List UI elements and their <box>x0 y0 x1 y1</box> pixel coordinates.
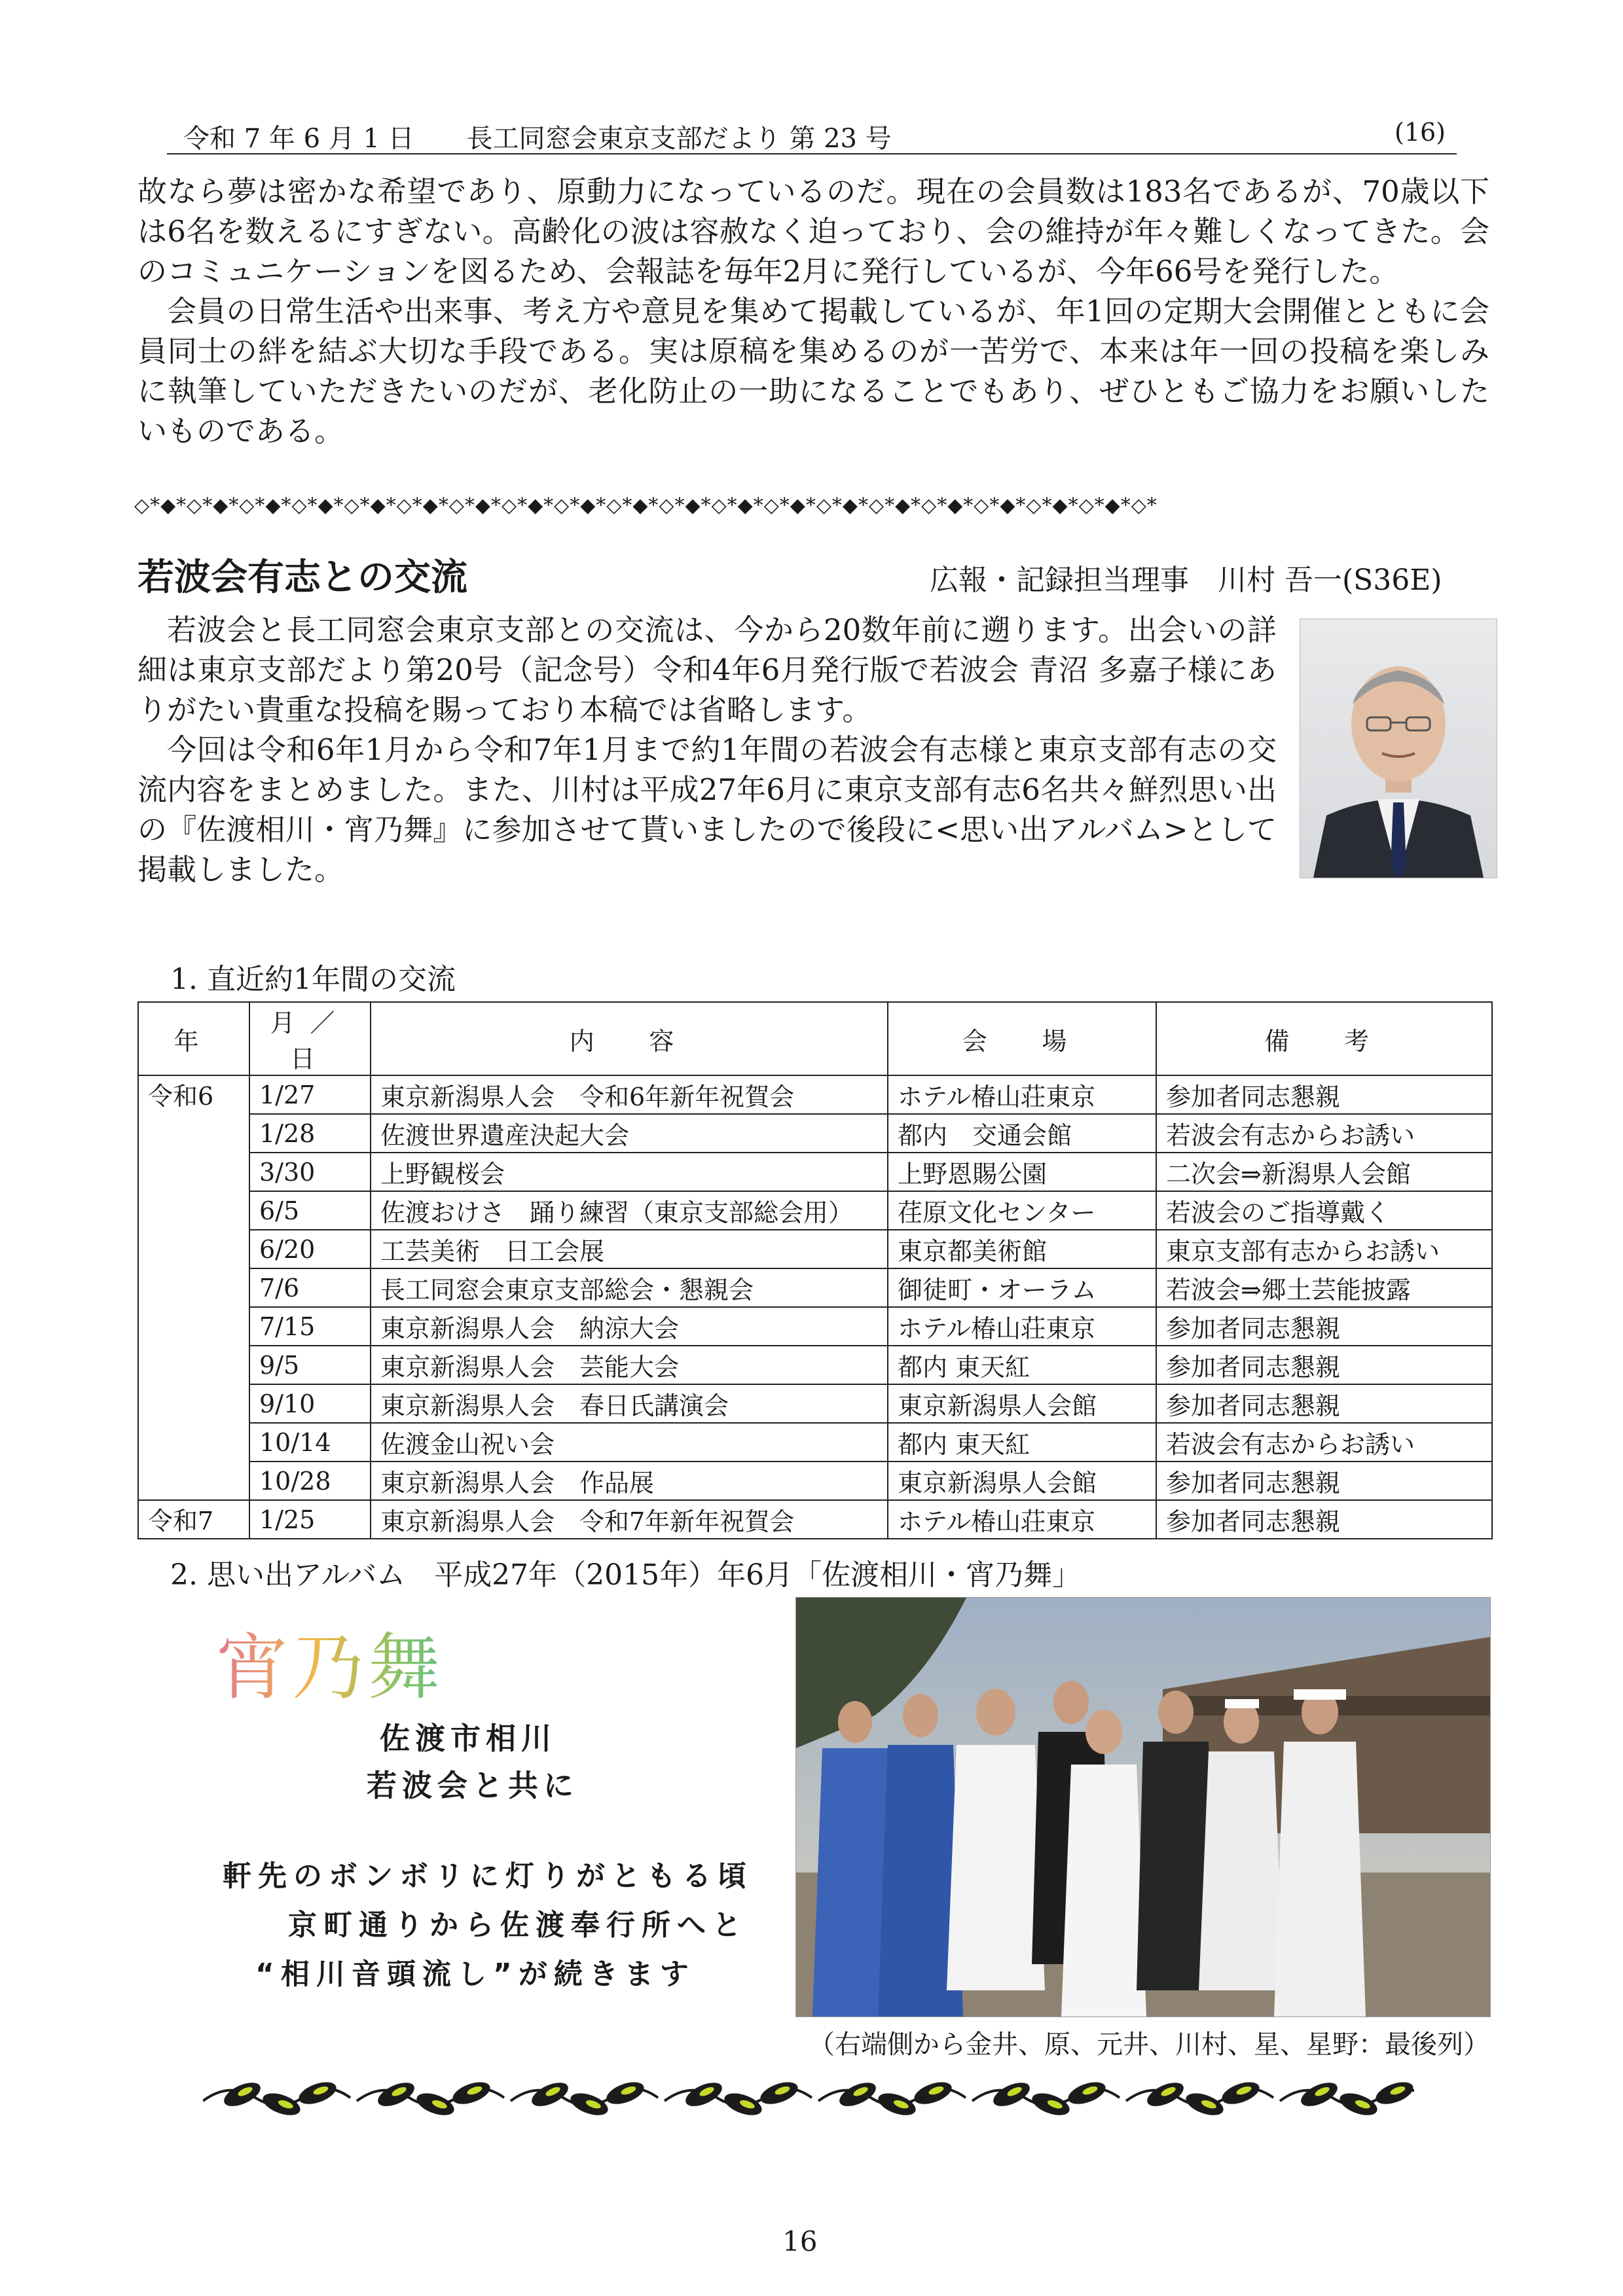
table-row <box>138 1268 1492 1307</box>
vine-ornament <box>203 2068 1414 2127</box>
album-card-line: 軒先のボンボリに灯りがともる頃 <box>223 1859 753 1893</box>
column-header-venue: 会 場 <box>888 1002 1156 1075</box>
date-cell: 10/28 <box>249 1462 371 1500</box>
venue-cell: 都内 東天紅 <box>888 1423 1156 1462</box>
table-row <box>138 1075 1492 1114</box>
vine-ornament-unit <box>1126 2078 1273 2120</box>
date-cell: 6/20 <box>249 1230 371 1268</box>
table-row <box>138 1462 1492 1500</box>
venue-cell: ホテル椿山荘東京 <box>888 1307 1156 1346</box>
album-card-subtitle: 若波会と共に <box>367 1768 579 1803</box>
venue-cell: 荏原文化センター <box>888 1191 1156 1230</box>
column-header-note: 備 考 <box>1156 1002 1492 1075</box>
date-cell: 1/27 <box>249 1075 371 1114</box>
portrait-illustration <box>1300 619 1497 878</box>
album-card-line: “相川音頭流し”が続きます <box>255 1958 695 1991</box>
table-row <box>138 1423 1492 1462</box>
note-cell: 参加者同志懇親 <box>1156 1384 1492 1423</box>
album-card-line: 京町通りから佐渡奉行所へと <box>288 1909 748 1942</box>
vine-ornament-unit <box>1280 2078 1414 2120</box>
article-paragraph: 今回は令和6年1月から令和7年1月まで約1年間の若波会有志様と東京支部有志の交流内容をまとめました。また、川村は平成27年6月に東京支部有志6名共々鮮烈思い出の『佐渡相川・宵乃舞』に参加させて貰いましたので後段に<思い出アルバム>として掲載しました。 <box>137 732 1277 887</box>
vine-ornament-unit <box>972 2078 1120 2120</box>
venue-cell: 東京都美術館 <box>888 1230 1156 1268</box>
content-cell: 工芸美術 日工会展 <box>371 1230 888 1268</box>
table-heading: 1. 直近約1年間の交流 <box>170 963 456 996</box>
intro-paragraph: 故なら夢は密かな希望であり、原動力になっているのだ。現在の会員数は183名であるが、70歳以下は6名を数えるにすぎない。高齢化の波は容赦なく迫っており、会の維持が年々難しくなってきた。会のコミュニケーションを図るため、会報誌を毎年2月に発行しているが、今年66号を発行した。 <box>137 174 1489 289</box>
exchange-table <box>137 1001 1493 1539</box>
article-paragraph: 若波会と長工同窓会東京支部との交流は、今から20数年前に遡ります。出会いの詳細は東京支部だより第20号（記念号）令和4年6月発行版で若波会 青沼 多嘉子様にありがたい貴重な投稿を賜っており本稿では省略します。 <box>137 613 1277 727</box>
date-cell: 7/15 <box>249 1307 371 1346</box>
table-row <box>138 1191 1492 1230</box>
album-card-subtitle: 佐渡市相川 <box>380 1721 556 1756</box>
content-cell: 佐渡おけさ 踊り練習（東京支部総会用） <box>371 1191 888 1230</box>
date-cell: 10/14 <box>249 1423 371 1462</box>
header-page-label: (16) <box>1395 118 1446 147</box>
date-cell: 1/28 <box>249 1114 371 1153</box>
intro-paragraph: 会員の日常生活や出来事、考え方や意見を集めて掲載しているが、年1回の定期大会開催とともに会員同士の絆を結ぶ大切な手段である。実は原稿を集めるのが一苦労で、本来は年一回の投稿を楽しみに執筆していただきたいのだが、老化防止の一助になることでもあり、ぜひともご協力をお願いしたいものである。 <box>137 294 1489 448</box>
section-title: 若波会有志との交流 <box>137 556 467 599</box>
note-cell: 東京支部有志からお誘い <box>1156 1230 1492 1268</box>
note-cell: 参加者同志懇親 <box>1156 1346 1492 1384</box>
table-row <box>138 1114 1492 1153</box>
year-cell: 令和7 <box>138 1500 249 1539</box>
content-cell: 佐渡金山祝い会 <box>371 1423 888 1462</box>
table-row <box>138 1230 1492 1268</box>
table-body <box>138 1075 1492 1539</box>
album-card <box>216 1610 753 2016</box>
year-cell <box>138 1307 249 1346</box>
note-cell: 二次会⇒新潟県人会館 <box>1156 1153 1492 1191</box>
note-cell: 若波会⇒郷土芸能披露 <box>1156 1268 1492 1307</box>
venue-cell: 上野恩賜公園 <box>888 1153 1156 1191</box>
content-cell: 東京新潟県人会 春日氏講演会 <box>371 1384 888 1423</box>
date-cell: 6/5 <box>249 1191 371 1230</box>
note-cell: 若波会有志からお誘い <box>1156 1114 1492 1153</box>
venue-cell: ホテル椿山荘東京 <box>888 1075 1156 1114</box>
year-cell <box>138 1114 249 1153</box>
content-cell: 東京新潟県人会 芸能大会 <box>371 1346 888 1384</box>
column-header-date: 月／日 <box>249 1002 371 1075</box>
year-cell <box>138 1384 249 1423</box>
venue-cell: 都内 交通会館 <box>888 1114 1156 1153</box>
date-cell: 9/5 <box>249 1346 371 1384</box>
year-cell <box>138 1462 249 1500</box>
ornamental-divider: ◇*◆*◇*◆*◇*◆*◇*◆*◇*◆*◇*◆*◇*◆*◇*◆*◇*◆*◇*◆*◇*◆*◇*◆*◇*◆*◇*◆*◇*◆*◇*◆*◇*◆*◇*◆*◇*◆*◇* <box>134 494 1158 517</box>
header-line <box>183 118 892 155</box>
note-cell: 若波会有志からお誘い <box>1156 1423 1492 1462</box>
content-cell: 東京新潟県人会 令和6年新年祝賀会 <box>371 1075 888 1114</box>
vine-ornament-unit <box>511 2078 658 2120</box>
table-row <box>138 1500 1492 1539</box>
article-text <box>137 610 1277 889</box>
content-cell: 東京新潟県人会 令和7年新年祝賀会 <box>371 1500 888 1539</box>
year-cell: 令和6 <box>138 1075 249 1114</box>
vine-ornament-unit <box>665 2078 812 2120</box>
table-row <box>138 1307 1492 1346</box>
year-cell <box>138 1346 249 1384</box>
date-cell: 3/30 <box>249 1153 371 1191</box>
author-portrait <box>1300 619 1497 878</box>
year-cell <box>138 1191 249 1230</box>
vine-ornament-unit <box>203 2078 350 2120</box>
content-cell: 佐渡世界遺産決起大会 <box>371 1114 888 1153</box>
group-photo-illustration <box>796 1598 1490 2017</box>
year-cell <box>138 1268 249 1307</box>
note-cell: 参加者同志懇親 <box>1156 1307 1492 1346</box>
author-line: 広報・記録担当理事 川村 吾一(S36E) <box>930 564 1442 597</box>
vine-ornament-group <box>203 2078 1414 2120</box>
photo-caption: （右端側から金井、原、元井、川村、星、星野：最後列） <box>809 2030 1489 2060</box>
venue-cell: 東京新潟県人会館 <box>888 1384 1156 1423</box>
content-cell: 東京新潟県人会 作品展 <box>371 1462 888 1500</box>
column-header-content: 内 容 <box>371 1002 888 1075</box>
year-cell <box>138 1153 249 1191</box>
note-cell: 参加者同志懇親 <box>1156 1462 1492 1500</box>
note-cell: 参加者同志懇親 <box>1156 1500 1492 1539</box>
publication-title: 長工同窓会東京支部だより 第 23 号 <box>466 124 892 154</box>
date-cell: 9/10 <box>249 1384 371 1423</box>
vine-ornament-unit <box>818 2078 966 2120</box>
table-header-row <box>138 1002 1492 1075</box>
content-cell: 長工同窓会東京支部総会・懇親会 <box>371 1268 888 1307</box>
note-cell: 若波会のご指導戴く <box>1156 1191 1492 1230</box>
venue-cell: 東京新潟県人会館 <box>888 1462 1156 1500</box>
date-cell: 1/25 <box>249 1500 371 1539</box>
header-rule <box>167 153 1457 154</box>
vine-ornament-unit <box>357 2078 504 2120</box>
content-cell: 上野観桜会 <box>371 1153 888 1191</box>
year-cell <box>138 1423 249 1462</box>
year-cell <box>138 1230 249 1268</box>
issue-date: 令和 7 年 6 月 1 日 <box>183 124 414 154</box>
album-heading: 2. 思い出アルバム 平成27年（2015年）年6月「佐渡相川・宵乃舞」 <box>170 1558 1082 1592</box>
table-row <box>138 1153 1492 1191</box>
venue-cell: 御徒町・オーラム <box>888 1268 1156 1307</box>
column-header-year: 年 <box>138 1002 249 1075</box>
content-cell: 東京新潟県人会 納涼大会 <box>371 1307 888 1346</box>
table-row <box>138 1384 1492 1423</box>
page-number: 16 <box>782 2225 818 2257</box>
intro-text <box>137 171 1489 451</box>
table-row <box>138 1346 1492 1384</box>
album-card-title: 宵乃舞 <box>216 1610 609 1713</box>
venue-cell: ホテル椿山荘東京 <box>888 1500 1156 1539</box>
note-cell: 参加者同志懇親 <box>1156 1075 1492 1114</box>
date-cell: 7/6 <box>249 1268 371 1307</box>
group-photo <box>795 1597 1491 2017</box>
venue-cell: 都内 東天紅 <box>888 1346 1156 1384</box>
